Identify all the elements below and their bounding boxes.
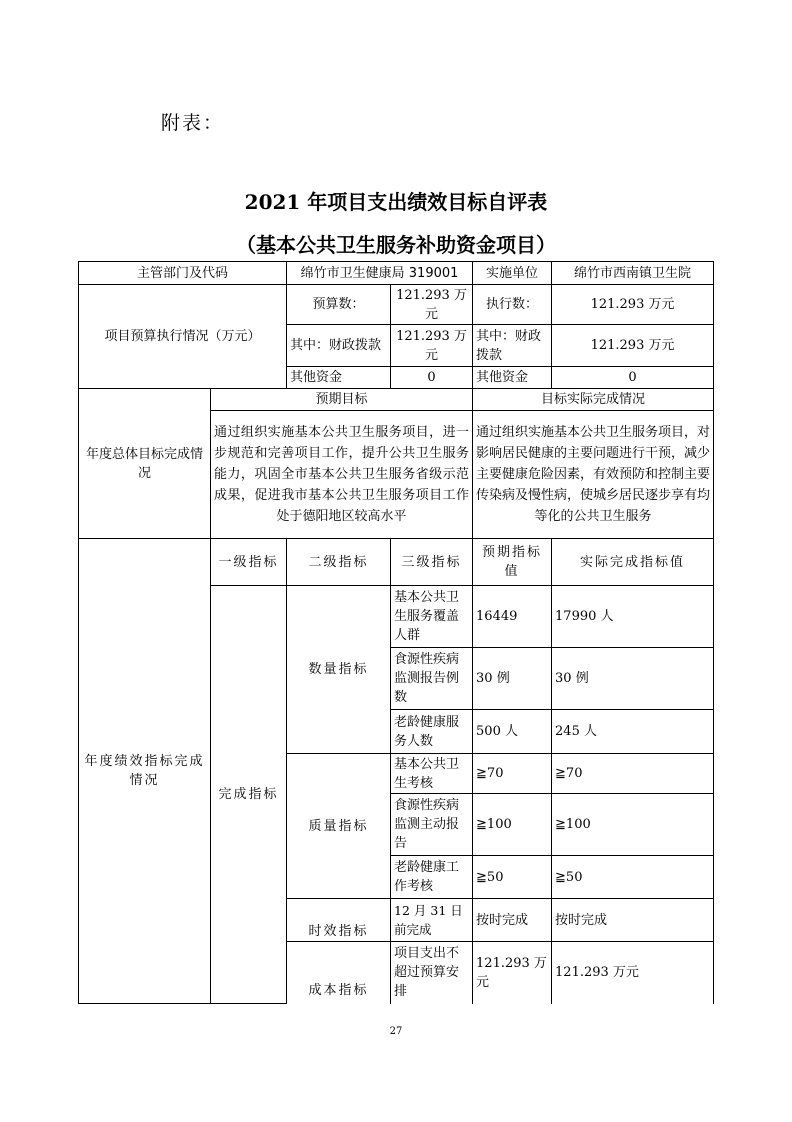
- col-level2: 二级指标: [287, 539, 391, 586]
- dept-value: 绵竹市卫生健康局 319001: [287, 262, 473, 285]
- level1-completion: 完成指标: [211, 586, 287, 1004]
- other-exec-value: 0: [552, 367, 714, 389]
- fiscal-exec-value: 121.293 万元: [552, 325, 714, 367]
- indicator-name: 12 月 31 日前完成: [391, 899, 473, 942]
- table-row: [79, 285, 714, 325]
- dept-label: 主管部门及代码: [79, 262, 287, 285]
- annex-label: 附表：: [161, 112, 225, 134]
- indicator-expected: 16449: [473, 586, 552, 648]
- indicator-expected: ≧70: [473, 754, 552, 794]
- group-timeliness: 时效指标: [287, 899, 391, 942]
- indicator-actual: 按时完成: [552, 899, 714, 942]
- goals-label: 年度总体目标完成情况: [79, 389, 211, 539]
- fiscal-budget-label: 其中：财政拨款: [287, 325, 391, 367]
- other-budget-value: 0: [391, 367, 473, 389]
- indicator-expected: ≧100: [473, 794, 552, 856]
- indicator-actual: ≧70: [552, 754, 714, 794]
- unit-value: 绵竹市西南镇卫生院: [552, 262, 714, 285]
- group-quality: 质量指标: [287, 754, 391, 899]
- indicator-expected: 500 人: [473, 710, 552, 754]
- other-exec-label: 其他资金: [473, 367, 552, 389]
- evaluation-table: [78, 261, 714, 1004]
- table-row: [79, 539, 714, 586]
- indicators-label: 年度绩效指标完成情况: [79, 539, 211, 1004]
- group-cost: 成本指标: [287, 942, 391, 1004]
- other-budget-label: 其他资金: [287, 367, 391, 389]
- indicator-actual: 30 例: [552, 648, 714, 710]
- expected-goal-header: 预期目标: [211, 389, 473, 411]
- budget-label: 项目预算执行情况（万元）: [79, 285, 287, 389]
- fiscal-exec-label: 其中：财政拨款: [473, 325, 552, 367]
- table-subtitle: （基本公共卫生服务补助资金项目）: [236, 233, 556, 257]
- indicator-name: 食源性疾病监测报告例数: [391, 648, 473, 710]
- actual-goal-text: 通过组织实施基本公共卫生服务项目，对影响居民健康的主要问题进行干预，减少主要健康危险因素，有效预防和控制主要传染病及慢性病，使城乡居民逐步享有均等化的公共卫生服务: [473, 411, 714, 539]
- col-level1: 一级指标: [211, 539, 287, 586]
- indicator-name: 老龄健康工作考核: [391, 856, 473, 899]
- budget-amount-value: 121.293 万元: [391, 285, 473, 325]
- indicator-actual: ≧50: [552, 856, 714, 899]
- indicator-name: 基本公共卫生考核: [391, 754, 473, 794]
- table-title: 2021 年项目支出绩效目标自评表: [244, 190, 548, 214]
- table-row: [79, 262, 714, 285]
- indicator-actual: 121.293 万元: [552, 942, 714, 1004]
- budget-amount-label: 预算数：: [287, 285, 391, 325]
- indicator-actual: 17990 人: [552, 586, 714, 648]
- actual-goal-header: 目标实际完成情况: [473, 389, 714, 411]
- indicator-name: 老龄健康服务人数: [391, 710, 473, 754]
- indicator-expected: 30 例: [473, 648, 552, 710]
- indicator-expected: 按时完成: [473, 899, 552, 942]
- page-number: 27: [389, 1026, 403, 1037]
- indicator-name: 项目支出不超过预算安排: [391, 942, 473, 1004]
- group-quantity: 数量指标: [287, 586, 391, 754]
- exec-amount-label: 执行数：: [473, 285, 552, 325]
- exec-amount-value: 121.293 万元: [552, 285, 714, 325]
- fiscal-budget-value: 121.293 万元: [391, 325, 473, 367]
- unit-label: 实施单位: [473, 262, 552, 285]
- table-row: [79, 389, 714, 411]
- col-actual: 实际完成指标值: [552, 539, 714, 586]
- indicator-actual: ≧100: [552, 794, 714, 856]
- indicator-expected: ≧50: [473, 856, 552, 899]
- indicator-name: 食源性疾病监测主动报告: [391, 794, 473, 856]
- indicator-expected: 121.293 万元: [473, 942, 552, 1004]
- indicator-actual: 245 人: [552, 710, 714, 754]
- expected-goal-text: 通过组织实施基本公共卫生服务项目，进一步规范和完善项目工作，提升公共卫生服务能力，巩固全市基本公共卫生服务省级示范成果，促进我市基本公共卫生服务项目工作处于德阳地区较高水平: [211, 411, 473, 539]
- col-level3: 三级指标: [391, 539, 473, 586]
- indicator-name: 基本公共卫生服务覆盖人群: [391, 586, 473, 648]
- col-expected: 预期指标值: [473, 539, 552, 586]
